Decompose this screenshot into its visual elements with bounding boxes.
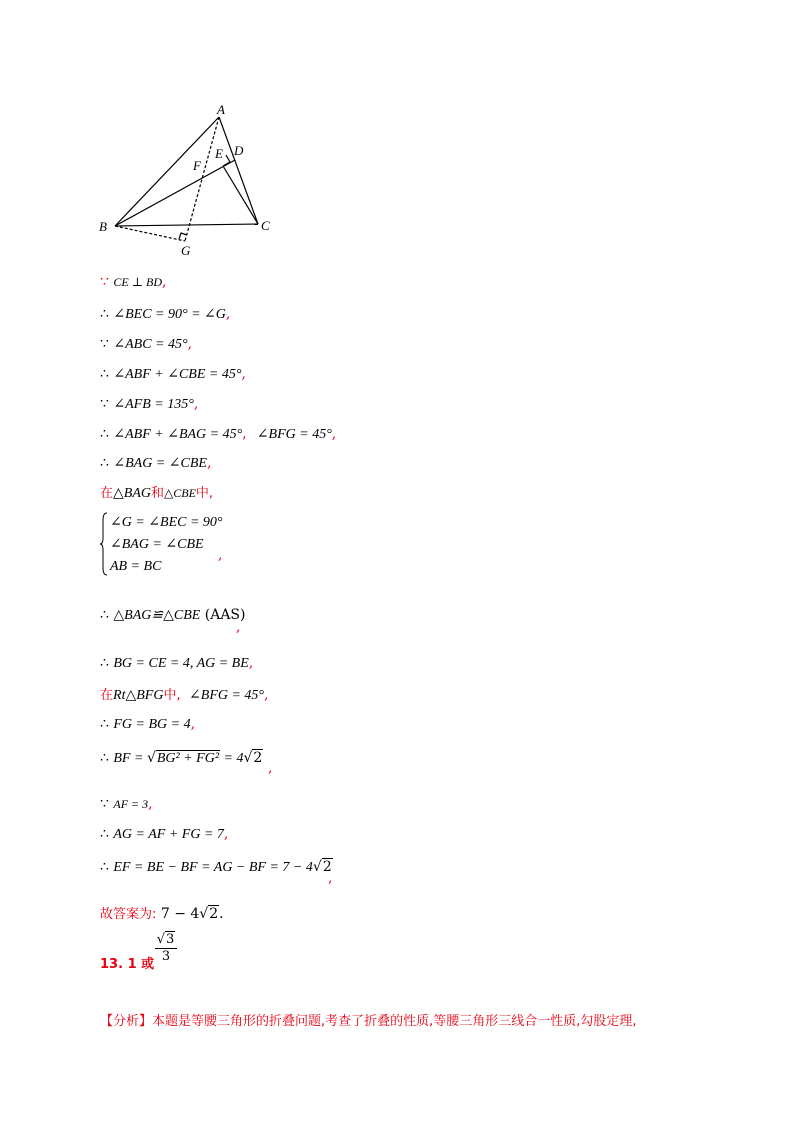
analysis-tag: 【分析】 xyxy=(100,1014,153,1029)
question-answer: 1 或 xyxy=(127,957,155,972)
proof-text: AF = 3 xyxy=(113,797,149,811)
proof-text: ∠BAG = ∠CBE xyxy=(113,456,207,471)
label-b: B xyxy=(99,219,107,234)
comma: , xyxy=(162,274,167,290)
rt-triangle: Rt△BFG xyxy=(113,688,164,703)
sqrt-radicand: 2 xyxy=(209,906,219,922)
comma: , xyxy=(225,306,231,322)
fraction-numerator: √3 xyxy=(156,932,175,947)
segment-bd xyxy=(115,160,235,226)
system-eq: ∠BAG = ∠CBE xyxy=(110,537,204,552)
proof-line-11 xyxy=(100,794,153,814)
label-e: E xyxy=(215,146,223,161)
comma: , xyxy=(331,426,337,442)
proof-line-7 xyxy=(100,453,211,474)
system-line-2 xyxy=(110,534,204,555)
therefore-symbol: ∴ xyxy=(100,750,109,766)
triangle-cbe: △CBE xyxy=(164,486,196,500)
proof-text: AG = AF + FG = 7 xyxy=(113,827,224,842)
because-symbol: ∵ xyxy=(100,796,109,812)
sqrt-radicand: 2 xyxy=(322,859,332,875)
therefore-symbol: ∴ xyxy=(100,607,109,623)
therefore-symbol: ∴ xyxy=(100,366,109,382)
proof-text: ∠ABC = 45° xyxy=(113,337,188,352)
proof-text: BG = CE = 4, AG = BE xyxy=(113,656,249,671)
proof-extra: ∠BFG = 45° xyxy=(256,427,332,442)
congruence-text: △BAG≌△CBE xyxy=(113,608,201,623)
segment-bg xyxy=(115,226,185,241)
question-13 xyxy=(100,955,154,975)
zai-text: 在 xyxy=(100,688,114,703)
fraction-denominator: 3 xyxy=(155,948,177,964)
therefore-symbol: ∴ xyxy=(100,716,109,732)
comma: , xyxy=(242,427,247,442)
in-triangles-line xyxy=(100,483,213,504)
proof-tail: = 4 xyxy=(220,751,244,766)
right-angle-d xyxy=(223,155,230,166)
proof-text: ∠AFB = 135° xyxy=(113,397,194,412)
proof-text: FG = BG = 4 xyxy=(113,717,191,732)
system-eq: ∠G = ∠BEC = 90° xyxy=(110,515,223,530)
proof-line-1 xyxy=(100,272,166,292)
segment-ac xyxy=(219,117,258,224)
congruence-reason: (AAS) xyxy=(204,607,246,623)
proof-text: EF = BE − BF = AG − BF = 7 − 4 xyxy=(113,860,313,875)
analysis-line xyxy=(100,1012,637,1032)
triangle-figure xyxy=(95,100,285,265)
analysis-text: 本题是等腰三角形的折叠问题,考查了折叠的性质,等腰三角形三线合一性质,勾股定理, xyxy=(152,1014,637,1029)
because-symbol: ∵ xyxy=(100,274,109,290)
bf-comma: , xyxy=(268,760,273,776)
triangle-bag: △BAG xyxy=(113,486,151,501)
comma: , xyxy=(148,796,153,812)
zhong-text: 中, xyxy=(195,486,214,501)
answer-period: . xyxy=(219,906,224,922)
comma: , xyxy=(248,655,254,671)
system-eq: AB = BC xyxy=(110,559,162,574)
comma: , xyxy=(187,336,193,352)
comma: , xyxy=(264,687,269,703)
proof-line-10: ∴ BF = √BG² + FG² = 4√2 xyxy=(100,750,263,766)
system-line-3 xyxy=(110,556,161,577)
zhong-text: 中, xyxy=(163,688,181,703)
system-comma: , xyxy=(218,547,223,563)
proof-line-5 xyxy=(100,394,198,415)
therefore-symbol: ∴ xyxy=(100,455,109,471)
label-g: G xyxy=(181,243,191,258)
sqrt-radicand: 3 xyxy=(166,932,175,947)
proof-text: ∠ABF + ∠CBE = 45° xyxy=(113,367,242,382)
therefore-symbol: ∴ xyxy=(100,306,109,322)
left-brace xyxy=(100,512,108,576)
proof-text: BF = xyxy=(113,751,147,766)
proof-text: ∠ABF + ∠BAG = 45° xyxy=(113,427,243,442)
comma: , xyxy=(241,366,246,382)
therefore-symbol: ∴ xyxy=(100,426,109,442)
therefore-symbol: ∴ xyxy=(100,655,109,671)
proof-line-6 xyxy=(100,424,336,445)
proof-line-3 xyxy=(100,334,192,355)
zai-text: 在 xyxy=(100,486,114,501)
answer-line: 故答案为: 7 − 4√2. xyxy=(100,906,224,922)
he-text: 和 xyxy=(151,486,165,501)
sqrt-radicand: BG² + FG² xyxy=(156,751,220,766)
sqrt-radicand: 2 xyxy=(253,750,263,766)
comma: , xyxy=(193,396,199,412)
label-d: D xyxy=(234,143,244,158)
proof-text: CE ⊥ BD xyxy=(113,275,162,289)
label-a: A xyxy=(217,102,225,117)
proof-text: ∠BEC = 90° = ∠G xyxy=(113,307,226,322)
proof-line-12 xyxy=(100,824,228,845)
system-line-1 xyxy=(110,512,223,533)
question-number: 13. xyxy=(100,957,124,972)
answer-label: 故答案为: xyxy=(100,907,157,922)
proof-line-9 xyxy=(100,714,195,735)
proof-extra: ∠BFG = 45° xyxy=(189,688,265,703)
segment-ab xyxy=(115,117,219,226)
answer-value: 7 − 4 xyxy=(160,906,200,922)
therefore-symbol: ∴ xyxy=(100,859,109,875)
comma: , xyxy=(223,826,229,842)
fraction-sqrt3-over-3 xyxy=(155,932,177,964)
proof-line-8 xyxy=(100,653,253,674)
label-f: F xyxy=(193,158,201,173)
proof-line-2 xyxy=(100,304,230,325)
comma: , xyxy=(190,716,196,732)
because-symbol: ∵ xyxy=(100,396,109,412)
label-c: C xyxy=(261,218,270,233)
therefore-symbol: ∴ xyxy=(100,826,109,842)
comma: , xyxy=(206,455,212,471)
because-symbol: ∵ xyxy=(100,336,109,352)
ef-comma: , xyxy=(328,870,333,886)
congruence-line xyxy=(100,605,246,626)
proof-line-4 xyxy=(100,364,246,385)
rt-line xyxy=(100,685,268,706)
proof-line-13: ∴ EF = BE − BF = AG − BF = 7 − 4√2 xyxy=(100,859,332,875)
segment-bc xyxy=(115,224,258,226)
congruence-comma: , xyxy=(236,619,241,635)
